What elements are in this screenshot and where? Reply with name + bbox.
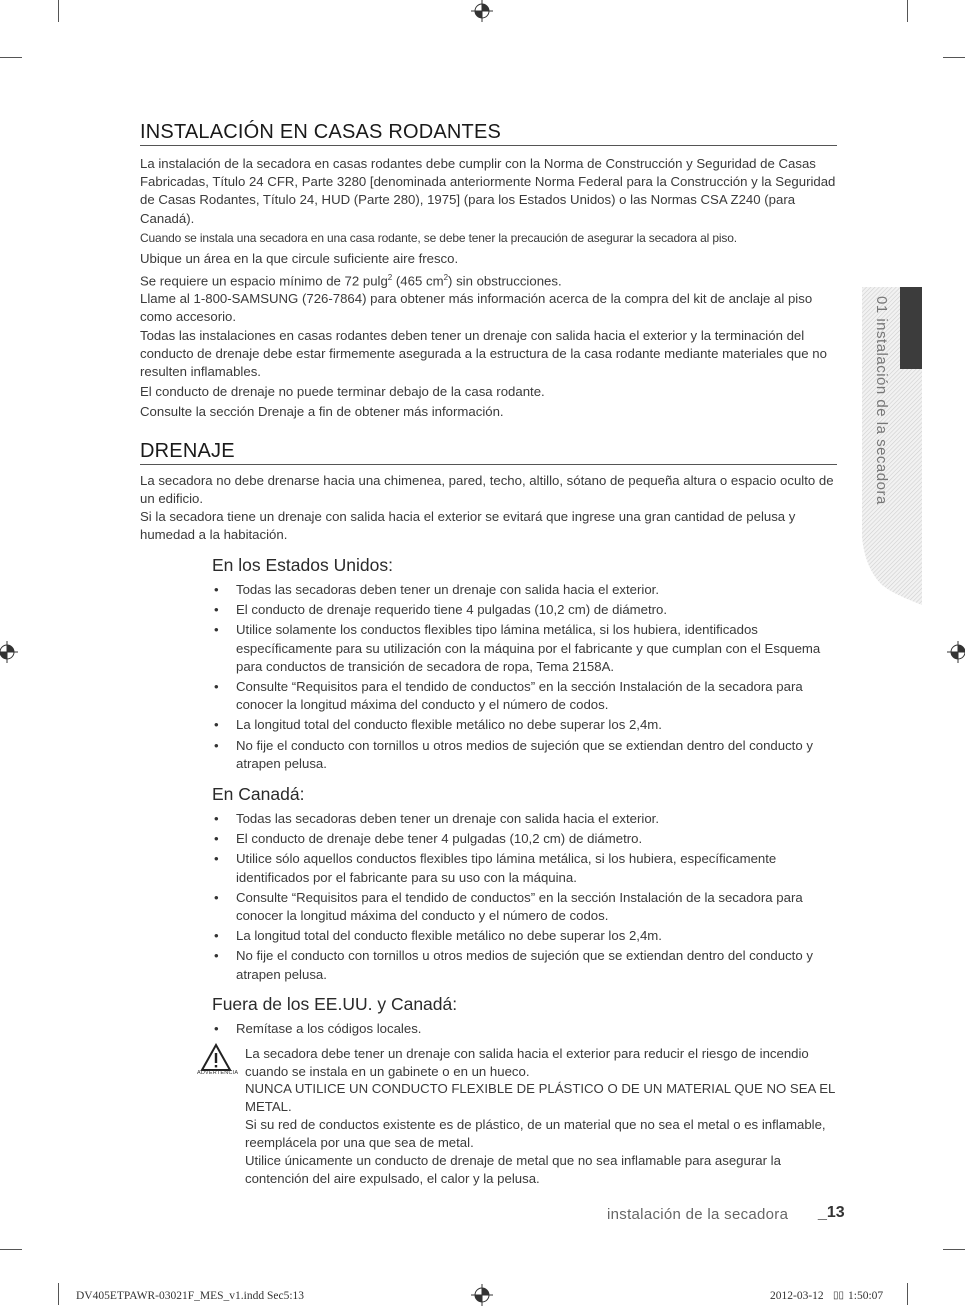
- crop-mark: [0, 1249, 22, 1250]
- list-item: • La longitud total del conducto flexible metálico no debe superar los 2,4m.: [212, 927, 842, 945]
- list-item: • Remítase a los códigos locales.: [212, 1020, 842, 1038]
- list-item: • Todas las secadoras deben tener un drenaje con salida hacia el exterior.: [212, 581, 842, 599]
- paragraph: Si la secadora tiene un drenaje con salida hacia el exterior se evitará que ingrese una gran cantidad de pelusa y humedad a la habitación.: [140, 509, 796, 543]
- crop-mark: [907, 0, 908, 22]
- space-text: ) sin obstrucciones.: [448, 273, 562, 289]
- page-number-prefix: _: [818, 1204, 827, 1221]
- registration-mark-icon: [471, 0, 493, 22]
- warning-text: NUNCA UTILICE UN CONDUCTO FLEXIBLE DE PLÁSTICO O DE UN MATERIAL QUE NO SEA EL METAL.: [245, 1081, 835, 1115]
- bullet-list-canada: [212, 810, 842, 986]
- crop-mark: [58, 1283, 59, 1305]
- crop-mark: [943, 57, 965, 58]
- warning-text: La secadora debe tener un drenaje con salida hacia el exterior para reducir el riesgo de incendio cuando se instala en un gabinete o en un hueco.: [245, 1046, 809, 1080]
- crop-mark: [0, 57, 22, 58]
- list-item: • Todas las secadoras deben tener un drenaje con salida hacia el exterior.: [212, 810, 842, 828]
- subsection-title-canada: En Canadá:: [212, 784, 305, 804]
- paragraph: La secadora no debe drenarse hacia una chimenea, pared, techo, altillo, sótano de pequeña altura o espacio oculto de un edificio.: [140, 473, 834, 507]
- paragraph: Llame al 1-800-SAMSUNG (726-7864) para obtener más información acerca de la compra del kit de anclaje al piso como accesorio.: [140, 291, 813, 325]
- subsection-title-outside: Fuera de los EE.UU. y Canadá:: [212, 994, 458, 1014]
- list-item: • No fije el conducto con tornillos u otros medios de sujeción que se extiendan dentro del conducto y atrapen pelusa.: [212, 947, 842, 983]
- page-number-value: 13: [826, 1204, 845, 1221]
- section-title-mobile-homes: INSTALACIÓN EN CASAS RODANTES: [140, 121, 837, 146]
- registration-mark-icon: [947, 641, 965, 663]
- slug-date: 2012-03-12: [770, 1290, 824, 1302]
- crop-mark: [58, 0, 59, 22]
- page-number: [818, 1204, 845, 1222]
- list-item: • El conducto de drenaje debe tener 4 pulgadas (10,2 cm) de diámetro.: [212, 830, 842, 848]
- crop-mark: [943, 1249, 965, 1250]
- registration-mark-icon: [0, 641, 18, 663]
- warning-label: ADVERTENCIA: [197, 1070, 239, 1076]
- slug-time: 1:50:07: [848, 1290, 884, 1302]
- paragraph-space-requirement: [140, 269, 840, 291]
- paragraph: La instalación de la secadora en casas rodantes debe cumplir con la Norma de Construcción y Seguridad de Casas Fabricadas, Título 24 CFR, Parte 3280 [denominada anteriormente Norma Federal para la Construcción y la Seguridad de Casas Rodantes, Título 24, HUD (Parte 280), 1975] (para los Estados Unidos) o las Normas CSA Z240 (para Canadá).: [140, 156, 836, 226]
- list-item: • Utilice solamente los conductos flexibles tipo lámina metálica, si los hubiera, identificados específicamente para su utilización con la máquina por el fabricante y que cumplan con el Esquema para conductos de transición de secadora de ropa, Tema 2158A.: [212, 621, 842, 676]
- registration-mark-icon: [471, 1284, 493, 1306]
- paragraph: Ubique un área en la que circule suficiente aire fresco.: [140, 251, 459, 266]
- superscript: 2: [387, 273, 393, 282]
- warning-text: Utilice únicamente un conducto de drenaje de metal que no sea inflamable para asegurar la contención del aire expulsado, el calor y la pelusa.: [245, 1153, 781, 1187]
- warning-text: Si su red de conductos existente es de plástico, de un material que no sea el metal o es inflamable, reemplácela por una que sea de metal.: [245, 1117, 826, 1151]
- footer-section-name: instalación de la secadora: [607, 1206, 789, 1223]
- list-item: • Utilice sólo aquellos conductos flexibles tipo lámina metálica, si los hubiera, específicamente identificados por el fabricante para su uso con la máquina.: [212, 850, 842, 886]
- space-text: (465 cm: [392, 273, 444, 289]
- clock-icon: ▯▯: [833, 1290, 845, 1301]
- warning-triangle-icon: [200, 1043, 232, 1073]
- paragraph: Cuando se instala una secadora en una casa rodante, se debe tener la precaución de asegurar la secadora al piso.: [140, 231, 737, 245]
- chapter-side-label: 01 instalación de la secadora: [873, 296, 890, 505]
- slug-file: DV405ETPAWR-03021F_MES_v1.indd Sec5:13: [76, 1290, 305, 1302]
- crop-mark: [907, 1283, 908, 1305]
- paragraph: Todas las instalaciones en casas rodantes deben tener un drenaje con salida hacia el exterior y la terminación del conducto de drenaje debe estar firmemente asegurada a la estructura de la casa rodante mediante materiales que no resulten inflamables.: [140, 328, 827, 380]
- paragraph: Consulte la sección Drenaje a fin de obtener más información.: [140, 404, 504, 419]
- list-item: • No fije el conducto con tornillos u otros medios de sujeción que se extiendan dentro del conducto y atrapen pelusa.: [212, 737, 842, 773]
- bullet-list-us: [212, 581, 842, 775]
- section-title-exhaust: DRENAJE: [140, 440, 837, 465]
- bullet-list-outside: [212, 1020, 842, 1040]
- superscript: 2: [443, 273, 449, 282]
- list-item: • Consulte “Requisitos para el tendido de conductos” en la sección Instalación de la secadora para conocer la longitud máxima del conducto y el número de codos.: [212, 889, 842, 925]
- list-item: • La longitud total del conducto flexible metálico no debe superar los 2,4m.: [212, 716, 842, 734]
- list-item: • El conducto de drenaje requerido tiene 4 pulgadas (10,2 cm) de diámetro.: [212, 601, 842, 619]
- list-item: • Consulte “Requisitos para el tendido de conductos” en la sección Instalación de la secadora para conocer la longitud máxima del conducto y el número de codos.: [212, 678, 842, 714]
- subsection-title-us: En los Estados Unidos:: [212, 555, 393, 575]
- paragraph: El conducto de drenaje no puede terminar debajo de la casa rodante.: [140, 384, 545, 399]
- space-text: Se requiere un espacio mínimo de 72 pulg: [140, 273, 388, 289]
